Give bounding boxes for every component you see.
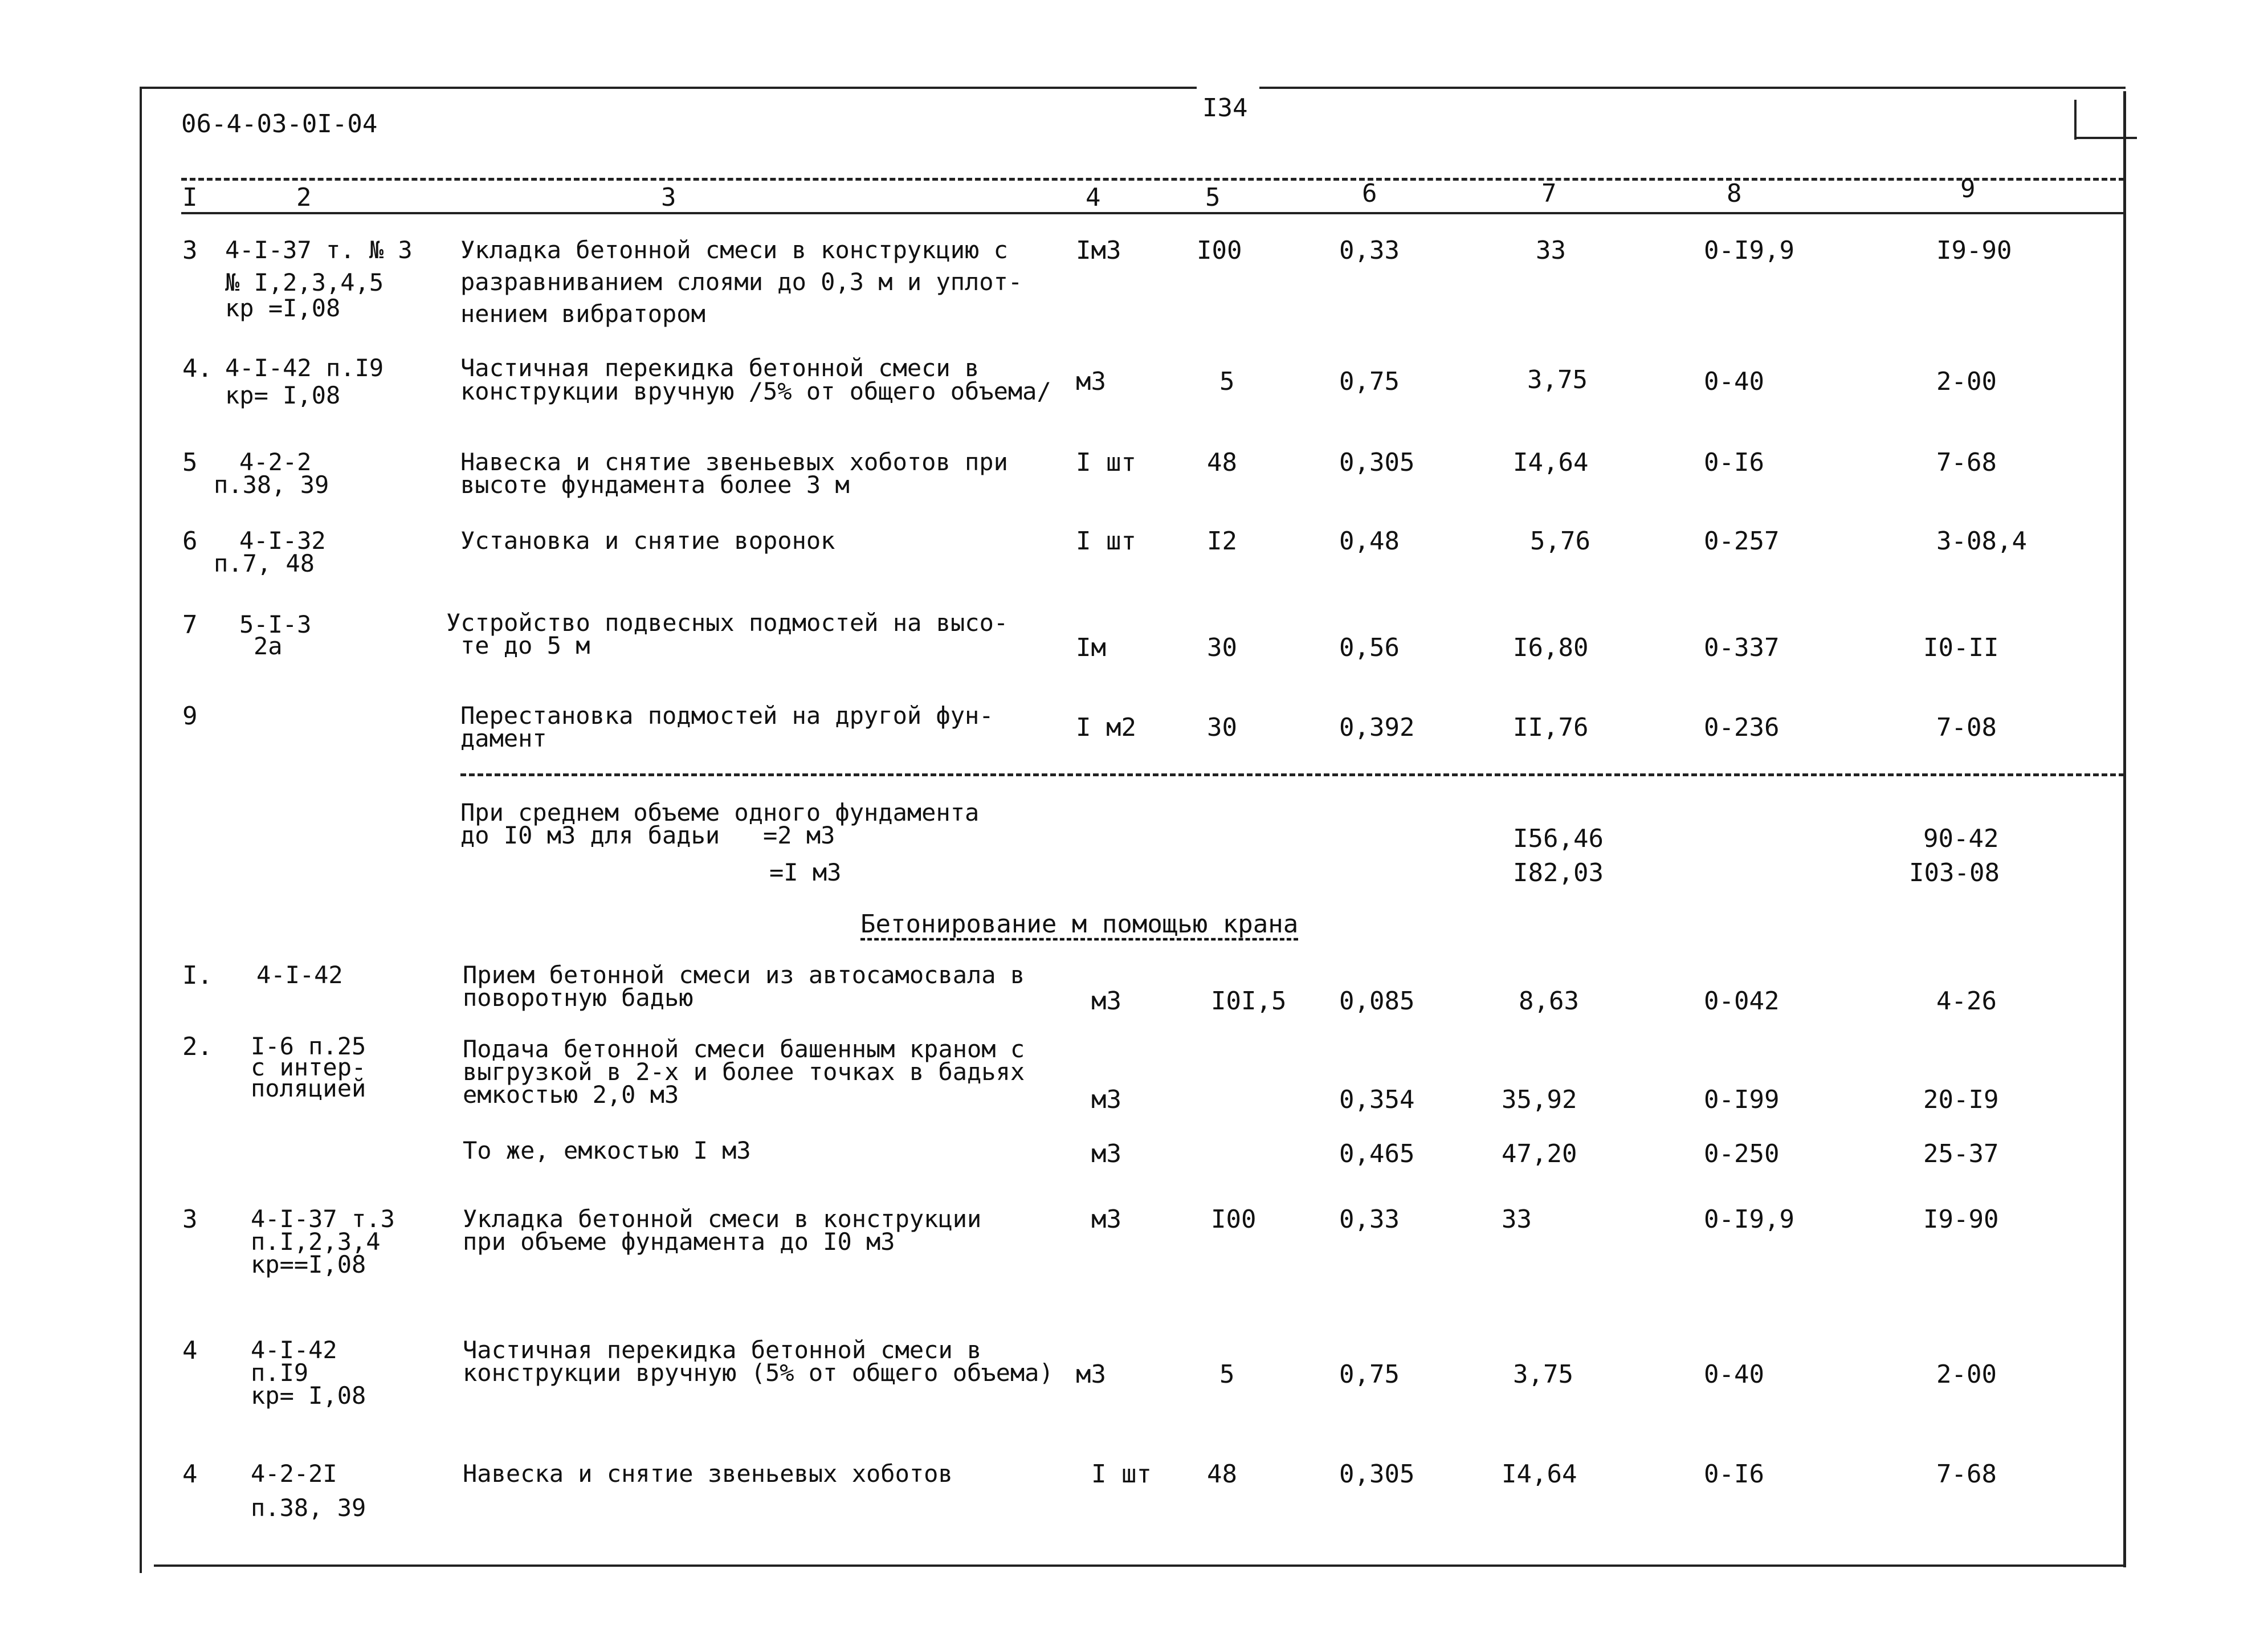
summary-text-line: до I0 м3 для бадьи =2 м3 — [460, 821, 835, 849]
row-code-line: 4-2-2 — [239, 448, 312, 476]
row-code-line: п.38, 39 — [251, 1494, 366, 1522]
row-unit: I шт — [1091, 1460, 1152, 1489]
row-rate: 0-40 — [1704, 1360, 1764, 1389]
row-norm: 0,75 — [1339, 367, 1400, 396]
row-code-line: кр =I,08 — [225, 294, 341, 322]
row-norm: 0,56 — [1339, 633, 1400, 662]
row-code-line: 4-I-37 т.3 — [251, 1205, 395, 1233]
summary-total-2: I82,03 — [1513, 858, 1604, 887]
section-title: Бетонирование м помощью крана — [860, 910, 1299, 939]
row-code-line: № I,2,3,4,5 — [225, 268, 384, 296]
row-qty: I2 — [1207, 527, 1237, 556]
row-code-line: 4-I-42 — [251, 1336, 337, 1364]
row-norm: 0,354 — [1339, 1085, 1415, 1114]
row-desc-line: разравниванием слоями до 0,3 м и уплот- — [460, 268, 1023, 296]
row-norm: 0,33 — [1339, 1205, 1400, 1234]
doc-code: 06-4-03-0I-04 — [181, 109, 378, 138]
row-unit: I м2 — [1076, 713, 1136, 742]
row-desc-line: Установка и снятие воронок — [460, 527, 835, 555]
row-norm: 0,305 — [1339, 448, 1415, 477]
row-norm: 0,75 — [1339, 1360, 1400, 1389]
row-desc-line: Укладка бетонной смеси в конструкцию с — [460, 236, 1008, 264]
row-rate: 0-I99 — [1704, 1085, 1780, 1114]
row-desc-line: поворотную бадью — [463, 984, 694, 1012]
row-code-line: п.I9 — [251, 1359, 309, 1387]
row-desc-line: конструкции вручную (5% от общего объема) — [463, 1359, 1054, 1387]
row-rate: 0-042 — [1704, 987, 1780, 1016]
row-desc-line: при объеме фундамента до I0 м3 — [463, 1228, 895, 1256]
row-unit: Iм3 — [1076, 236, 1121, 265]
row-number: 5 — [182, 448, 198, 477]
row-rate: 0-257 — [1704, 527, 1780, 556]
row-cost: 7-68 — [1936, 448, 1997, 477]
row-cost: 2-00 — [1936, 1360, 1997, 1389]
row-cost: 3-08,4 — [1936, 527, 2027, 556]
row-code-line: п.I,2,3,4 — [251, 1228, 381, 1256]
row-number: 6 — [182, 527, 198, 556]
row-rate: 0-250 — [1704, 1139, 1780, 1168]
row-unit: м3 — [1076, 367, 1106, 396]
row-total: 33 — [1536, 236, 1566, 265]
row-qty: 48 — [1207, 448, 1237, 477]
stamp-corner — [2074, 100, 2077, 140]
row-rate: 0-40 — [1704, 367, 1764, 396]
header-col-8: 8 — [1727, 179, 1742, 208]
header-col-4: 4 — [1086, 183, 1101, 212]
row-norm: 0,465 — [1339, 1139, 1415, 1168]
row-code-line: 4-I-32 — [239, 527, 326, 555]
row-number: 3 — [182, 1205, 198, 1234]
row-total: 33 — [1502, 1205, 1532, 1234]
row-qty: I00 — [1197, 236, 1242, 265]
row-norm: 0,305 — [1339, 1460, 1415, 1489]
row-number: 9 — [182, 702, 198, 731]
row-cost: 25-37 — [1923, 1139, 1999, 1168]
row-desc-line: те до 5 м — [460, 631, 590, 659]
row-total: 5,76 — [1530, 527, 1590, 556]
row-rate: 0-337 — [1704, 633, 1780, 662]
row-desc-line: конструкции вручную /5% от общего объема/ — [460, 377, 1051, 405]
row-unit: м3 — [1091, 1085, 1121, 1114]
summary-cost-1: 90-42 — [1923, 824, 1999, 853]
row-norm: 0,392 — [1339, 713, 1415, 742]
row-number: 4 — [182, 1460, 198, 1489]
row-cost: 7-08 — [1936, 713, 1997, 742]
row-desc-line: нением вибратором — [460, 300, 705, 328]
row-code-line: I-6 п.25 — [251, 1032, 366, 1060]
row-total: I4,64 — [1513, 448, 1589, 477]
row-code-line: 4-I-42 — [256, 961, 343, 989]
row-code-line: 4-I-37 т. № 3 — [225, 236, 413, 264]
row-qty: 30 — [1207, 713, 1237, 742]
row-unit: м3 — [1091, 1139, 1121, 1168]
row-desc-line: емкостью 2,0 м3 — [463, 1081, 679, 1109]
row-desc-line: Навеска и снятие звеньевых хоботов при — [460, 448, 1008, 476]
row-number: 3 — [182, 236, 198, 265]
row-total: I6,80 — [1513, 633, 1589, 662]
row-rate: 0-I6 — [1704, 1460, 1764, 1489]
row-qty: 5 — [1219, 1360, 1235, 1389]
row-desc-line: дамент — [460, 724, 547, 752]
row-desc-line: Прием бетонной смеси из автосамосвала в — [463, 961, 1025, 989]
row-cost: I9-90 — [1923, 1205, 1999, 1234]
row-desc-line: Устройство подвесных подмостей на высо- — [446, 609, 1009, 637]
row-desc-line: Укладка бетонной смеси в конструкции — [463, 1205, 982, 1233]
row-desc-line: Навеска и снятие звеньевых хоботов — [463, 1460, 953, 1488]
row-unit: м3 — [1091, 1205, 1121, 1234]
row-number: 4 — [182, 1336, 198, 1365]
summary-text-line: =I м3 — [769, 858, 842, 886]
header-col-3: 3 — [661, 183, 676, 212]
row-cost: 7-68 — [1936, 1460, 1997, 1489]
row-total: 35,92 — [1502, 1085, 1577, 1114]
row-unit: Iм — [1076, 633, 1106, 662]
row-code-line: 5-I-3 — [239, 610, 312, 638]
row-total: II,76 — [1513, 713, 1589, 742]
header-col-2: 2 — [296, 183, 312, 212]
row-unit: м3 — [1091, 987, 1121, 1016]
row-code-line: с интер- — [251, 1053, 366, 1081]
row-unit: I шт — [1076, 448, 1136, 477]
summary-total-1: I56,46 — [1513, 824, 1604, 853]
row-desc-line: Перестановка подмостей на другой фун- — [460, 702, 994, 730]
row-qty: I0I,5 — [1211, 987, 1287, 1016]
row-total: I4,64 — [1502, 1460, 1577, 1489]
row-total: 3,75 — [1527, 365, 1588, 394]
header-col-7: 7 — [1541, 179, 1557, 208]
row-qty: 30 — [1207, 633, 1237, 662]
row-qty: 5 — [1219, 367, 1235, 396]
header-col-6: 6 — [1362, 179, 1377, 208]
header-col-5: 5 — [1205, 183, 1221, 212]
row-code-line: п.38, 39 — [214, 471, 329, 499]
row-cost: I0-II — [1923, 633, 1999, 662]
row-total: 47,20 — [1502, 1139, 1577, 1168]
row-rate: 0-I6 — [1704, 448, 1764, 477]
row-rate: 0-236 — [1704, 713, 1780, 742]
row-cost: 2-00 — [1936, 367, 1997, 396]
summary-cost-2: I03-08 — [1909, 858, 2000, 887]
row-norm: 0,48 — [1339, 527, 1400, 556]
row-desc-line: Частичная перекидка бетонной смеси в — [460, 354, 980, 382]
row-desc-line: выгрузкой в 2-х и более точках в бадьях — [463, 1058, 1025, 1086]
summary-text-line: При среднем объеме одного фундамента — [460, 798, 980, 826]
row-code-line: 2а — [254, 632, 283, 660]
row-code-line: поляцией — [251, 1074, 366, 1102]
row-cost: 4-26 — [1936, 987, 1997, 1016]
row-rate: 0-I9,9 — [1704, 236, 1794, 265]
row-cost: I9-90 — [1936, 236, 2012, 265]
row-code-line: кр= I,08 — [251, 1382, 366, 1409]
header-col-1: I — [182, 183, 198, 212]
row-number: 4. — [182, 354, 213, 383]
row-unit: I шт — [1076, 527, 1136, 556]
row-norm: 0,085 — [1339, 987, 1415, 1016]
row-number: I. — [182, 961, 213, 990]
row-total: 8,63 — [1519, 987, 1579, 1016]
header-col-9: 9 — [1960, 174, 1976, 203]
row-code-line: кр==I,08 — [251, 1250, 366, 1278]
row-rate: 0-I9,9 — [1704, 1205, 1794, 1234]
row-unit: м3 — [1076, 1360, 1106, 1389]
row-code-line: 4-I-42 п.I9 — [225, 354, 384, 382]
row-number: 2. — [182, 1032, 213, 1061]
row-number: 7 — [182, 610, 198, 639]
row-cost: 20-I9 — [1923, 1085, 1999, 1114]
row-desc-line: Частичная перекидка бетонной смеси в — [463, 1336, 982, 1364]
row-desc-line: высоте фундамента более 3 м — [460, 471, 850, 499]
row-qty: 48 — [1207, 1460, 1237, 1489]
row-qty: I00 — [1211, 1205, 1257, 1234]
row-total: 3,75 — [1513, 1360, 1573, 1389]
row-code-line: п.7, 48 — [214, 549, 315, 577]
row-norm: 0,33 — [1339, 236, 1400, 265]
row-code-line: кр= I,08 — [225, 381, 341, 409]
row-code-line: 4-2-2I — [251, 1460, 337, 1488]
page-number: I34 — [1202, 93, 1248, 123]
row-desc-line: То же, емкостью I м3 — [463, 1136, 751, 1164]
row-desc-line: Подача бетонной смеси башенным краном с — [463, 1035, 1025, 1063]
